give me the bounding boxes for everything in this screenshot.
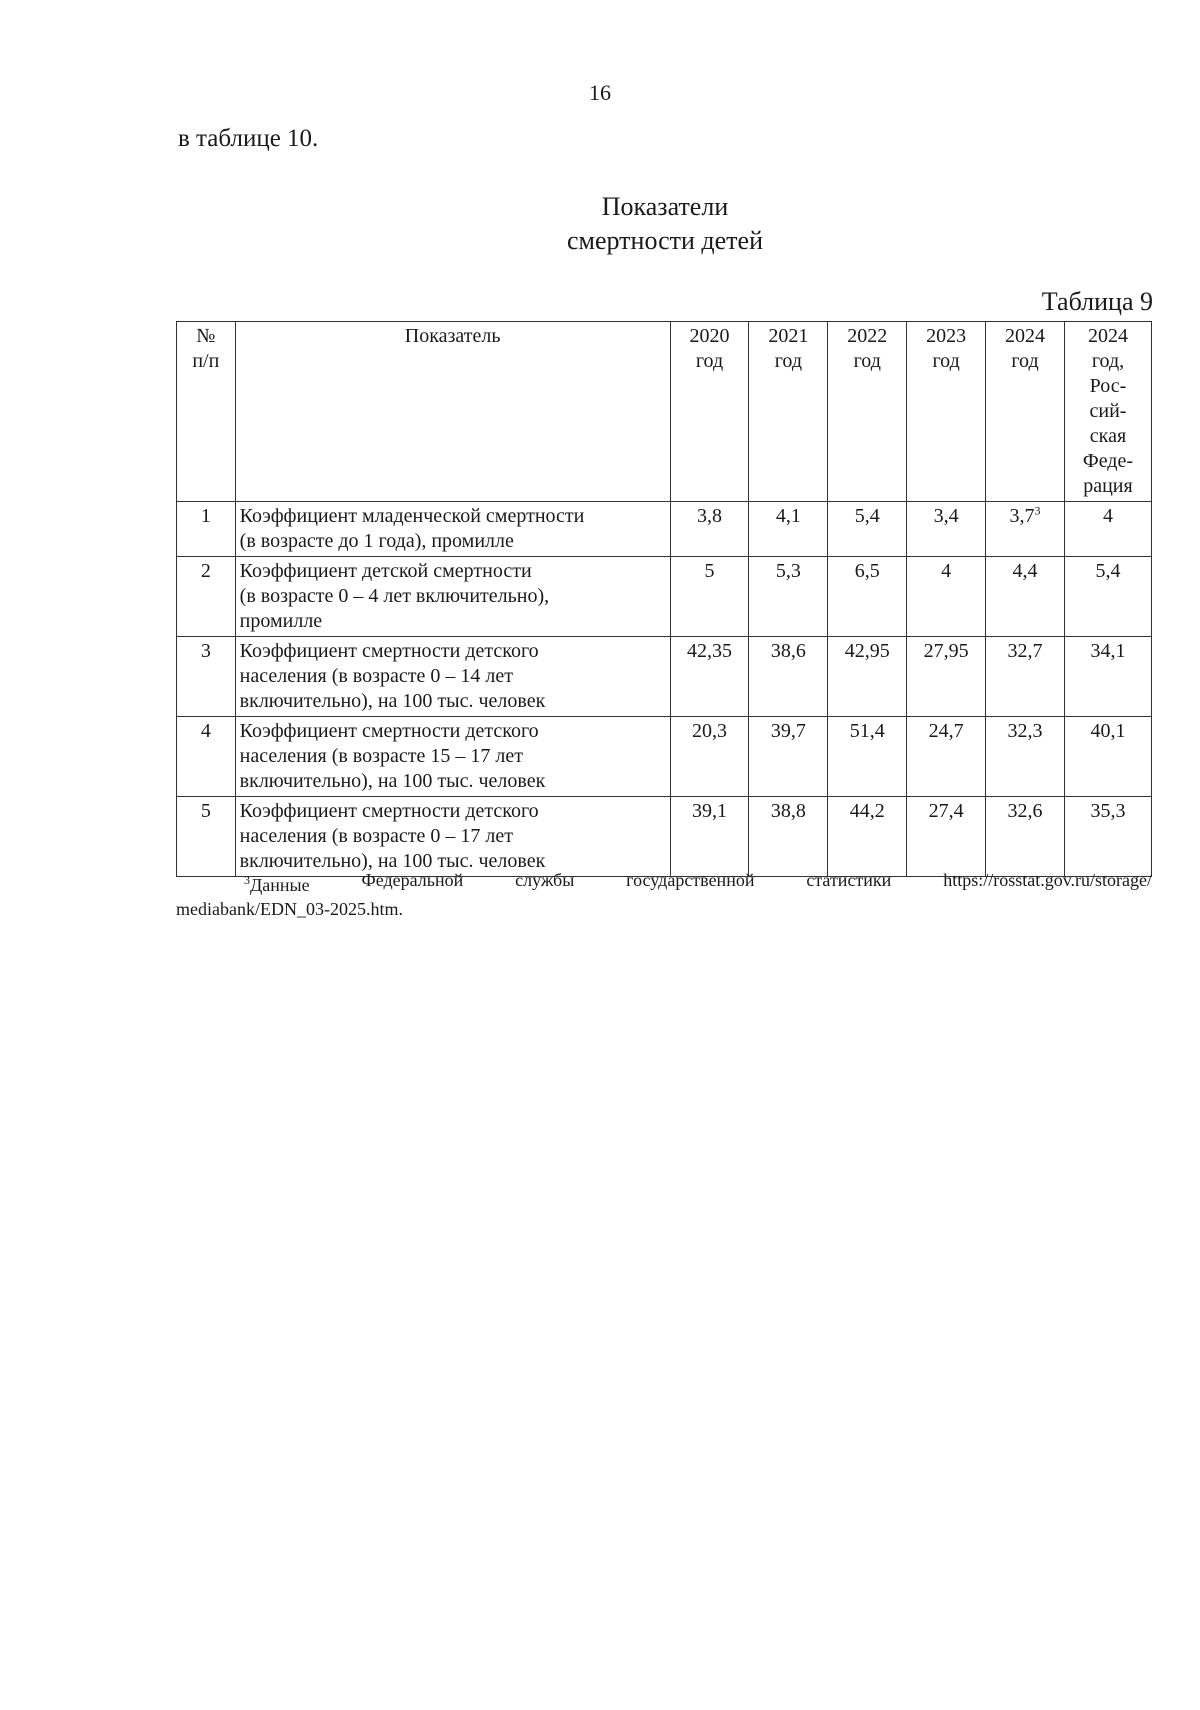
header-year-line: 2022 — [847, 325, 888, 347]
header-year-line: 2020 — [689, 325, 730, 347]
value-2020: 39,1 — [670, 797, 749, 877]
header-year-line: год — [774, 350, 803, 372]
header-num-line: п/п — [192, 350, 220, 372]
value-2023: 27,4 — [907, 797, 986, 877]
indicator-line: Коэффициент младенческой смертности — [239, 505, 585, 527]
footnote — [176, 868, 1152, 921]
header-year-2020 — [670, 322, 749, 502]
value-2023: 4 — [907, 557, 986, 637]
page-number: 16 — [589, 80, 611, 105]
header-rf-line: Рос- — [1089, 375, 1127, 397]
header-year-line: год — [1011, 350, 1039, 372]
header-year-line: 2024 — [1005, 325, 1045, 347]
footnote-first-word — [244, 868, 310, 897]
footnote-line-1 — [176, 868, 1152, 897]
indicator-line: Коэффициент смертности детского — [239, 720, 539, 742]
header-russian-federation — [1064, 322, 1151, 502]
indicator-name — [235, 637, 670, 717]
value-2023: 27,95 — [907, 637, 986, 717]
intro-text: в таблице 10. — [178, 125, 319, 152]
header-rf-line: рация — [1083, 475, 1133, 497]
header-year-2024 — [986, 322, 1065, 502]
value-2024: 32,7 — [986, 637, 1065, 717]
value-2024 — [986, 502, 1065, 557]
table-caption: Таблица 9 — [1041, 287, 1153, 316]
footnote-link[interactable]: https://rosstat.gov.ru/storage/ — [943, 870, 1152, 890]
value-2022: 6,5 — [828, 557, 907, 637]
header-rf-line: Феде- — [1082, 450, 1134, 472]
row-number: 3 — [177, 637, 236, 717]
value-2023: 3,4 — [907, 502, 986, 557]
header-num-line: № — [196, 325, 216, 347]
indicator-line: (в возрасте 0 – 4 лет включительно), — [239, 585, 550, 607]
value-rf: 40,1 — [1064, 717, 1151, 797]
value-2024: 32,3 — [986, 717, 1065, 797]
row-number: 5 — [177, 797, 236, 877]
footnote-word: статистики — [806, 870, 892, 890]
row-number: 2 — [177, 557, 236, 637]
indicator-line: Коэффициент детской смертности — [239, 560, 532, 582]
indicator-line: населения (в возрасте 0 – 17 лет — [239, 825, 513, 847]
row-number: 4 — [177, 717, 236, 797]
indicator-name — [235, 717, 670, 797]
header-year-line: год — [853, 350, 881, 372]
document-title — [0, 190, 1200, 258]
title-line-1: Показатели — [601, 192, 729, 221]
header-year-line: год — [932, 350, 960, 372]
value-2022: 44,2 — [828, 797, 907, 877]
header-year-line: 2023 — [926, 325, 967, 347]
header-year-2023 — [907, 322, 986, 502]
footnote-word: Федеральной — [361, 870, 464, 890]
indicator-line: включительно), на 100 тыс. человек — [239, 770, 546, 792]
indicator-line: включительно), на 100 тыс. человек — [239, 850, 546, 872]
table-row — [177, 557, 1152, 637]
value-2023: 24,7 — [907, 717, 986, 797]
table-header-row — [177, 322, 1152, 502]
header-year-line: 2021 — [768, 325, 809, 347]
table-row — [177, 717, 1152, 797]
footnote-word: Данные — [250, 875, 310, 895]
value-2021: 4,1 — [749, 502, 828, 557]
table-row — [177, 502, 1152, 557]
value-rf: 34,1 — [1064, 637, 1151, 717]
value-2022: 5,4 — [828, 502, 907, 557]
indicator-line: населения (в возрасте 15 – 17 лет — [239, 745, 523, 767]
row-number: 1 — [177, 502, 236, 557]
indicator-name — [235, 797, 670, 877]
value-2021: 39,7 — [749, 717, 828, 797]
header-num — [177, 322, 236, 502]
header-year-line: год — [695, 350, 724, 372]
value-2021: 5,3 — [749, 557, 828, 637]
value-2024: 4,4 — [986, 557, 1065, 637]
value-2022: 42,95 — [828, 637, 907, 717]
value-2020: 20,3 — [670, 717, 749, 797]
footnote-mark: 3 — [1034, 503, 1041, 518]
indicator-line: включительно), на 100 тыс. человек — [239, 690, 546, 712]
indicator-line: населения (в возрасте 0 – 14 лет — [239, 665, 513, 687]
value-text: 3,7 — [1009, 505, 1035, 527]
value-2024: 32,6 — [986, 797, 1065, 877]
indicator-name — [235, 502, 670, 557]
indicator-line: (в возрасте до 1 года), промилле — [239, 530, 514, 552]
value-2020: 3,8 — [670, 502, 749, 557]
indicator-line: Коэффициент смертности детского — [239, 800, 539, 822]
value-2021: 38,6 — [749, 637, 828, 717]
header-year-2021 — [749, 322, 828, 502]
header-rf-line: год, — [1091, 350, 1125, 372]
header-indicator: Показатель — [235, 322, 670, 502]
footnote-line-2[interactable]: mediabank/EDN_03-2025.htm. — [176, 899, 403, 919]
value-2020: 42,35 — [670, 637, 749, 717]
footnote-word: службы — [515, 870, 575, 890]
table-row — [177, 797, 1152, 877]
value-rf: 4 — [1064, 502, 1151, 557]
title-line-2: смертности детей — [566, 226, 763, 255]
header-rf-line: 2024 — [1087, 325, 1128, 347]
value-2020: 5 — [670, 557, 749, 637]
value-rf: 35,3 — [1064, 797, 1151, 877]
mortality-table — [176, 321, 1152, 877]
table-row — [177, 637, 1152, 717]
indicator-line: промилле — [239, 610, 323, 632]
header-rf-line: сий- — [1089, 400, 1127, 422]
value-2022: 51,4 — [828, 717, 907, 797]
indicator-name — [235, 557, 670, 637]
header-year-2022 — [828, 322, 907, 502]
indicator-line: Коэффициент смертности детского — [239, 640, 539, 662]
value-rf: 5,4 — [1064, 557, 1151, 637]
header-rf-line: ская — [1089, 425, 1127, 447]
footnote-word: государственной — [626, 870, 755, 890]
footnote-mark: 3 — [244, 873, 250, 887]
value-2021: 38,8 — [749, 797, 828, 877]
